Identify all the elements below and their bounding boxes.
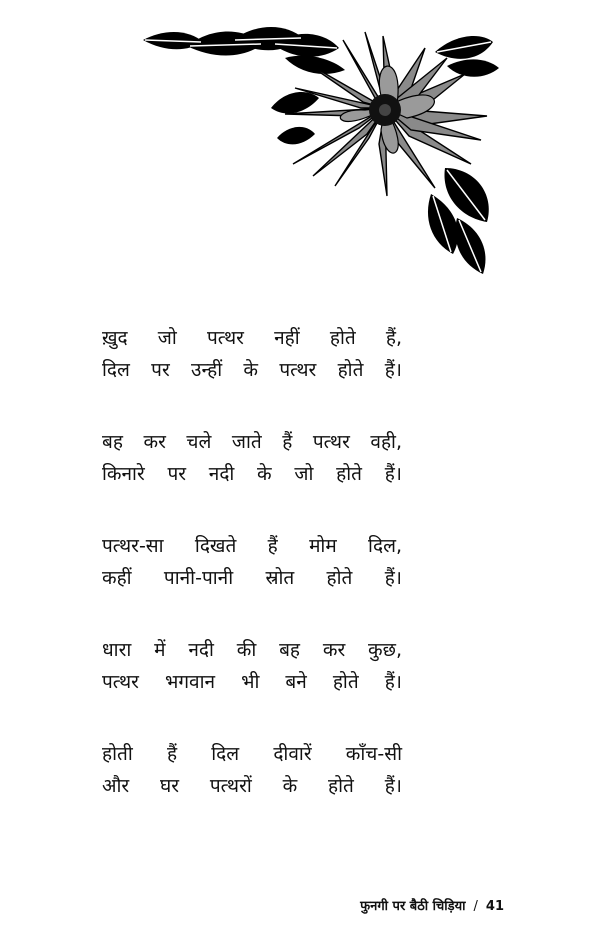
page-footer — [360, 896, 504, 914]
page-number: 41 — [485, 899, 504, 914]
footer-separator: / — [473, 899, 478, 914]
poem-line: पत्थर-सा दिखते हैं मोम दिल, — [102, 535, 402, 557]
poem-line: होती हैं दिल दीवारें काँच-सी — [102, 743, 402, 765]
flower-ornament-icon — [135, 18, 505, 276]
stanza — [102, 634, 402, 698]
stanza — [102, 530, 402, 594]
poem-line: ख़ुद जो पत्थर नहीं होते हैं, — [102, 327, 402, 349]
poem-line: किनारे पर नदी के जो होते हैं। — [102, 463, 402, 485]
stanza — [102, 738, 402, 802]
poem — [102, 322, 402, 842]
stanza — [102, 426, 402, 490]
poem-line: धारा में नदी की बह कर कुछ, — [102, 639, 402, 661]
poem-line: और घर पत्थरों के होते हैं। — [102, 775, 402, 797]
poem-line: दिल पर उन्हीं के पत्थर होते हैं। — [102, 359, 402, 381]
stanza — [102, 322, 402, 386]
poem-line: पत्थर भगवान भी बने होते हैं। — [102, 671, 402, 693]
top-leaves-icon — [143, 27, 499, 77]
poem-line: कहीं पानी-पानी स्रोत होते हैं। — [102, 567, 402, 589]
poem-line: बह कर चले जाते हैं पत्थर वही, — [102, 431, 402, 453]
book-title: फुनगी पर बैठी चिड़िया — [360, 899, 466, 914]
